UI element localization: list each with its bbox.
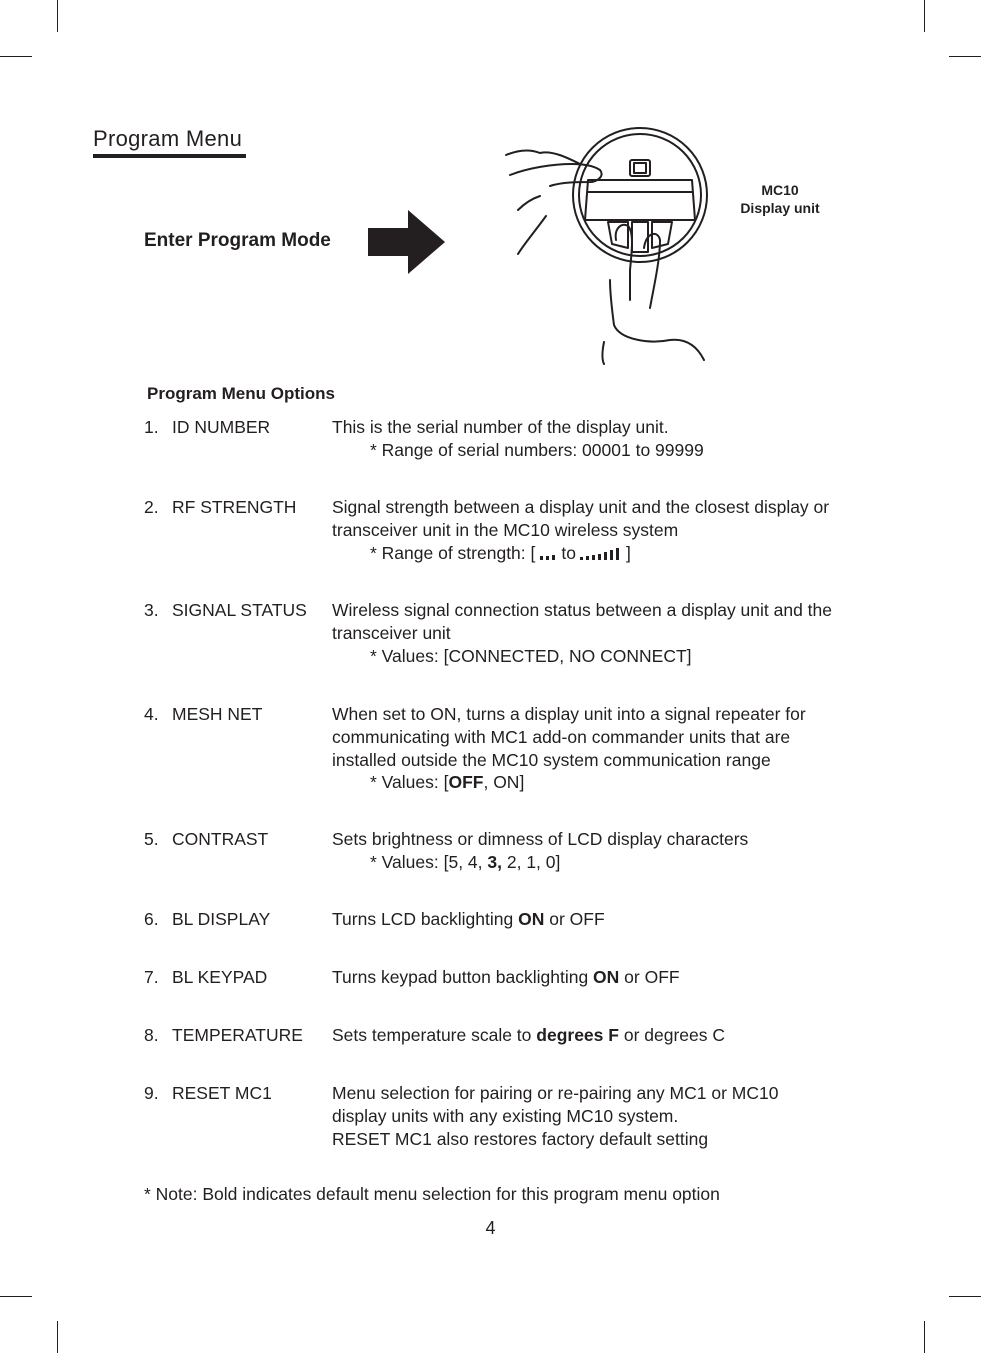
- crop-mark: [924, 0, 925, 32]
- description-line: Menu selection for pairing or re-pairing any MC1 or MC10: [332, 1083, 779, 1103]
- description-line: [332, 966, 892, 989]
- option-description: [332, 599, 892, 667]
- option-description: [332, 1024, 892, 1047]
- crop-mark: [57, 1321, 58, 1353]
- option-name: MESH NET: [172, 704, 263, 724]
- description-line: RESET MC1 also restores factory default setting: [332, 1128, 709, 1149]
- option-values: * Values: [CONNECTED, NO CONNECT]: [370, 645, 692, 666]
- description-prefix: Sets temperature scale to: [332, 1025, 537, 1045]
- option-number: 9.: [144, 1083, 159, 1103]
- crop-mark: [0, 1296, 32, 1297]
- values-suffix: 2, 1, 0]: [502, 851, 561, 872]
- description-suffix: or degrees C: [618, 1025, 725, 1045]
- description-line: display units with any existing MC10 system.: [332, 1105, 679, 1126]
- option-range: * Range of serial numbers: 00001 to 99999: [370, 439, 704, 460]
- description-line: Sets brightness or dimness of LCD display characters: [332, 829, 749, 849]
- range-prefix: * Range of strength: [: [370, 542, 536, 563]
- option-description: [332, 828, 892, 874]
- option-name: RESET MC1: [172, 1083, 272, 1103]
- option-description: [332, 703, 892, 794]
- option-name: ID NUMBER: [172, 417, 271, 437]
- option-values: [332, 851, 892, 874]
- description-line: transceiver unit: [332, 622, 451, 643]
- crop-mark: [924, 1321, 925, 1353]
- description-line: This is the serial number of the display unit.: [332, 417, 669, 437]
- option-number: 1.: [144, 417, 159, 437]
- signal-full-icon: [578, 545, 624, 561]
- device-label: [722, 181, 838, 217]
- range-separator: to: [561, 542, 576, 563]
- crop-mark: [949, 56, 981, 57]
- option-description: [332, 908, 892, 931]
- option-number: 4.: [144, 704, 159, 724]
- option-values: [332, 771, 892, 794]
- option-description: [332, 416, 892, 462]
- option-description: [332, 496, 892, 564]
- description-suffix: or OFF: [544, 909, 605, 929]
- options-heading: Program Menu Options: [147, 384, 335, 403]
- default-value: ON: [593, 967, 620, 987]
- description-prefix: Turns keypad button backlighting: [332, 967, 594, 987]
- values-prefix: * Values: [: [370, 772, 449, 793]
- description-line: communicating with MC1 add-on commander units that are: [332, 726, 791, 747]
- default-value: 3,: [487, 851, 502, 872]
- option-number: 8.: [144, 1025, 159, 1045]
- values-prefix: * Values: [5, 4,: [370, 851, 488, 872]
- option-number: 2.: [144, 497, 159, 517]
- enter-program-mode-label: Enter Program Mode: [144, 230, 331, 251]
- description-line: [332, 1024, 892, 1047]
- crop-mark: [0, 56, 32, 57]
- option-number: 5.: [144, 829, 159, 849]
- page-number: 4: [485, 1218, 496, 1238]
- description-line: installed outside the MC10 system communication range: [332, 749, 771, 770]
- description-suffix: or OFF: [619, 967, 680, 987]
- mc10-display-unit-icon: [500, 120, 725, 370]
- description-prefix: Turns LCD backlighting: [332, 909, 519, 929]
- option-description: [332, 966, 892, 989]
- crop-mark: [57, 0, 58, 32]
- option-name: SIGNAL STATUS: [172, 600, 307, 620]
- range-suffix: ]: [626, 542, 631, 563]
- option-range: [332, 542, 892, 565]
- section-title: Program Menu: [93, 126, 243, 151]
- option-name: TEMPERATURE: [172, 1025, 303, 1045]
- default-value: ON: [518, 909, 545, 929]
- option-name: BL DISPLAY: [172, 909, 271, 929]
- option-name: BL KEYPAD: [172, 967, 268, 987]
- device-label-caption: Display unit: [740, 200, 820, 216]
- description-line: transceiver unit in the MC10 wireless system: [332, 519, 679, 540]
- footnote: * Note: Bold indicates default menu selection for this program menu option: [144, 1184, 720, 1204]
- crop-mark: [949, 1296, 981, 1297]
- title-underline: [93, 154, 246, 158]
- option-name: RF STRENGTH: [172, 497, 297, 517]
- option-number: 3.: [144, 600, 159, 620]
- description-line: [332, 908, 892, 931]
- description-line: Wireless signal connection status between a display unit and the: [332, 600, 833, 620]
- option-number: 6.: [144, 909, 159, 929]
- option-description: [332, 1082, 892, 1150]
- description-line: When set to ON, turns a display unit into a signal repeater for: [332, 704, 806, 724]
- default-value: OFF: [448, 772, 484, 793]
- default-value: degrees F: [536, 1025, 619, 1045]
- option-name: CONTRAST: [172, 829, 269, 849]
- device-label-model: MC10: [761, 182, 799, 198]
- signal-weak-icon: [537, 545, 559, 561]
- right-arrow-icon: [368, 210, 448, 274]
- option-number: 7.: [144, 967, 159, 987]
- description-line: Signal strength between a display unit and the closest display or: [332, 497, 830, 517]
- values-suffix: , ON]: [483, 772, 525, 793]
